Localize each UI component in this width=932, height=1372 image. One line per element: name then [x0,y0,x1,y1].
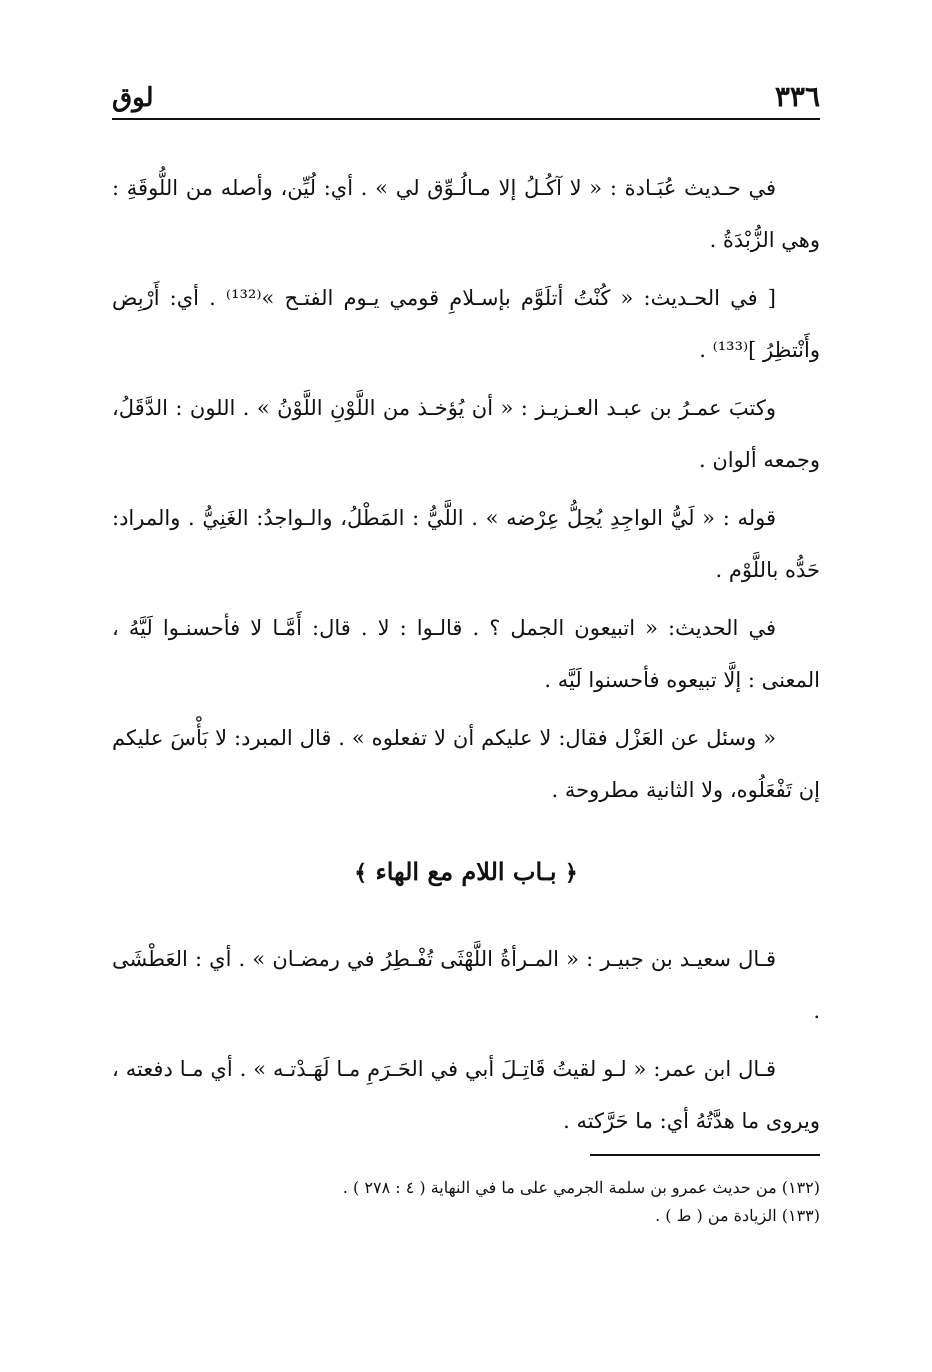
paragraph-4: قوله : « لَيُّ الواجِدِ يُحِلُّ عِرْضه » . اللَّيُّ : المَطْلُ، والـواجدُ: الغَنِيُّ . والمراد: حَدُّه باللَّوْم . [112,506,820,582]
footnotes-section [112,1154,820,1230]
chapter-heading [112,852,820,893]
paragraph-7: قـال سعيـد بن جبيـر : « المـرأةُ اللَّهْثَى تُفْـطِرُ في رمضـان » . أي : العَطْشَى . [112,947,820,1023]
page-header [112,78,820,120]
chapter-title: بـاب اللام مع الهاء [375,857,557,886]
footnote-132: (١٣٢) من حديث عمرو بن سلمة الجرمي على ما في النهاية ( ٤ : ٢٧٨ ) . [342,1178,820,1197]
paragraph-2: [ في الحـديث: « كُنْتُ أتلَوَّم بإسـلامِ قومي يـوم الفتـح »⁽¹³²⁾ . أي: أَرْبِض وأَنْتظِرُ ]⁽¹³³⁾ . [112,286,820,362]
ornament-left-icon: ﴾ [354,860,368,886]
page-body [112,162,820,1147]
ornament-right-icon: ﴿ [564,860,578,886]
paragraph-8: قـال ابن عمر: « لـو لقيتُ قَاتِـلَ أبي في الحَـرَمِ مـا لَهَـدْتـه » . أي مـا دفعته ، ويروى ما هدَّتُهُ أي: ما حَرَّكته . [112,1057,820,1133]
paragraph-5: في الحديث: « اتبيعون الجمل ؟ . قالـوا : لا . قال: أَمَّـا لا فأحسنـوا لَيَّهُ ، المعنى : إلَّا تبيعوه فأحسنوا لَيَّه . [112,616,820,692]
running-head-word: لوق [112,83,154,113]
document-page [112,78,820,1338]
paragraph-1: في حـديث عُبَـادة : « لا آكُـلُ إلا مـالُـوِّق لي » . أي: لُيِّن، وأصله من اللُّوقَةِ : وهي الزُّبْدَةُ . [112,176,820,252]
footnote-133: (١٣٣) الزيادة من ( ط ) . [655,1206,820,1225]
paragraph-6: « وسئل عن العَزْل فقال: لا عليكم أن لا تفعلوه » . قال المبرد: لا بَأْسَ عليكم إن تَفْعَلُوه، ولا الثانية مطروحة . [112,726,820,802]
footnote-divider [590,1154,820,1156]
paragraph-3: وكتبَ عمـرُ بن عبـد العـزيـز : « أن يُؤخـذ من اللَّوْنِ اللَّوْنُ » . اللون : الدَّقَلُ، وجمعه ألوان . [112,396,820,472]
page-number: ٣٣٦ [774,80,820,113]
